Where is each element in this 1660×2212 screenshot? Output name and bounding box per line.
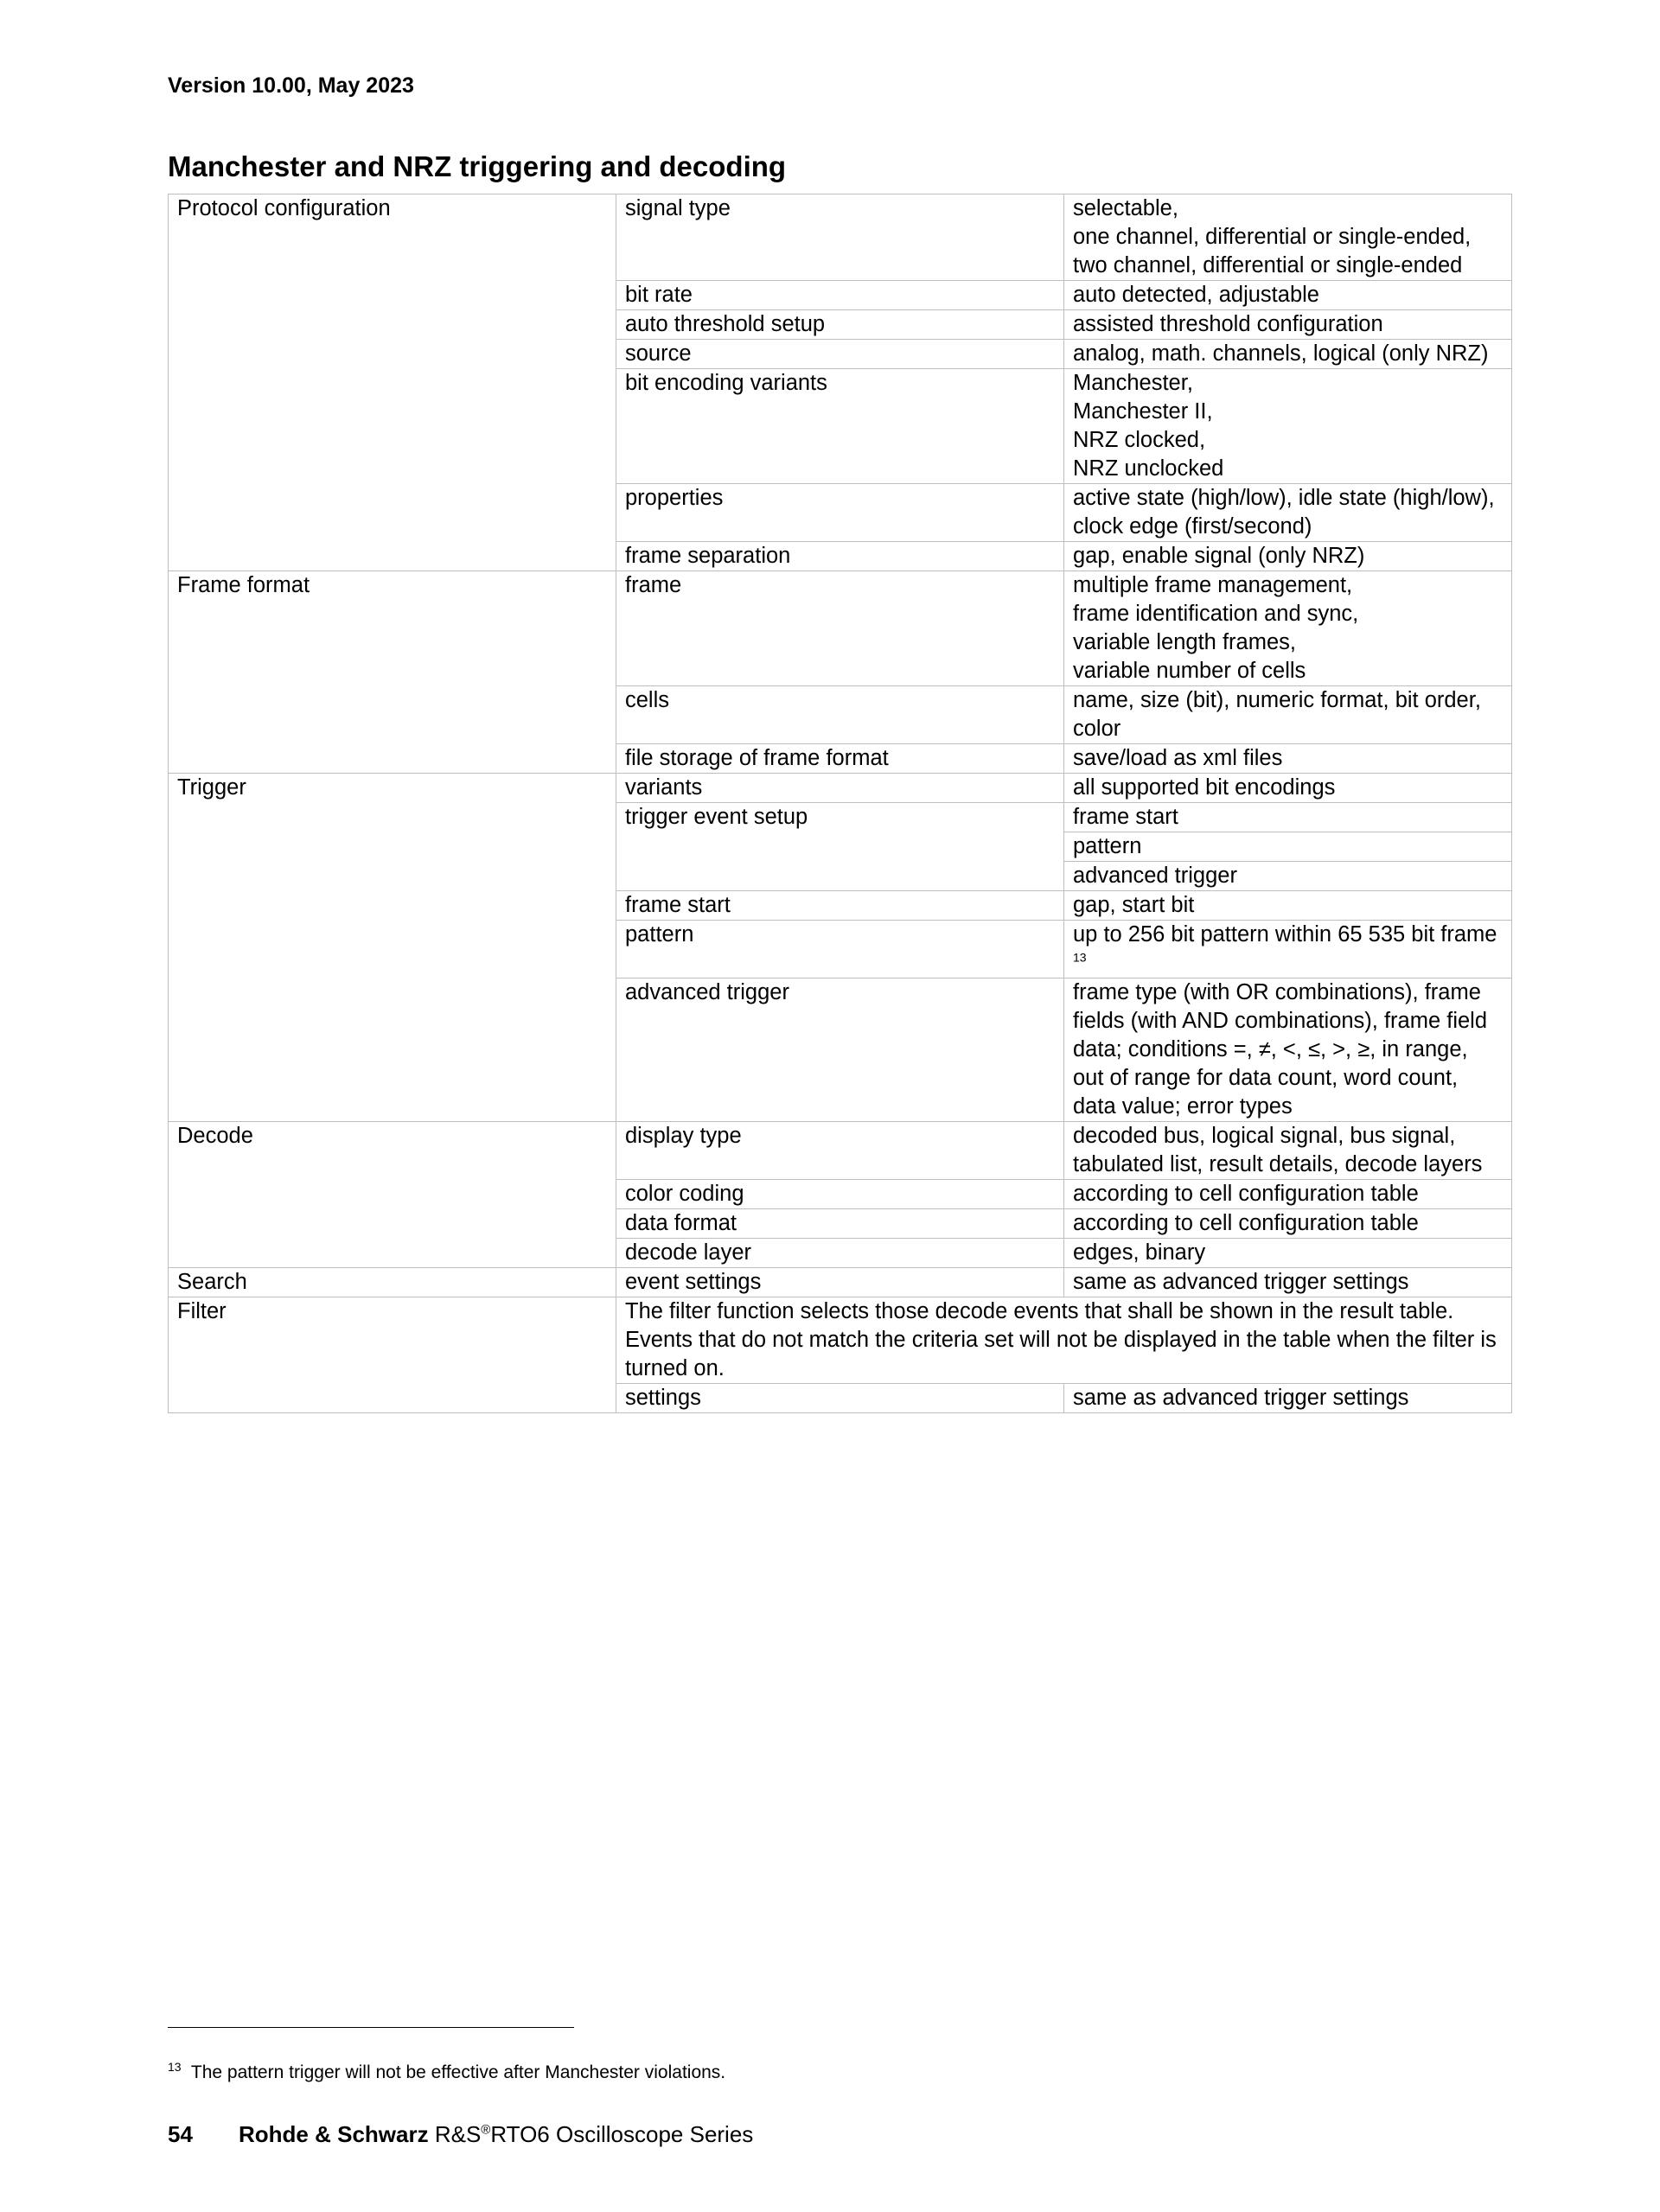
param-cell: decode layer (616, 1239, 1064, 1268)
param-cell: properties (616, 484, 1064, 542)
param-cell: settings (616, 1384, 1064, 1413)
value-line-wrap (1073, 921, 1503, 978)
param-cell: file storage of frame format (616, 744, 1064, 774)
footnote-rule (168, 2027, 574, 2028)
value-cell (1064, 484, 1512, 542)
value-line: according to cell configuration table (1073, 1211, 1419, 1235)
registered-mark: ® (481, 2122, 491, 2138)
value-line: analog, math. channels, logical (only NRZ) (1073, 341, 1489, 366)
group-description: The filter function selects those decode events that shall be shown in the result table. Events that do not match the criteria set will not be displayed in the table when the filter is turned on. (616, 1297, 1512, 1384)
group-label: Frame format (169, 571, 616, 774)
footnote-ref: 13 (1073, 950, 1087, 965)
footnote (168, 2062, 725, 2083)
param-cell: event settings (616, 1268, 1064, 1297)
footer-product: RTO6 Oscilloscope Series (490, 2121, 754, 2147)
value-line: NRZ unclocked (1073, 456, 1224, 481)
value-cell (1064, 1384, 1512, 1413)
param-cell: frame start (616, 891, 1064, 921)
value-cell (1064, 921, 1512, 979)
table-row (169, 1297, 1512, 1384)
param-cell: pattern (616, 921, 1064, 979)
value-line: one channel, differential or single-ended, (1073, 225, 1472, 249)
value-cell (1064, 1268, 1512, 1297)
value-cell (1064, 686, 1512, 744)
value-line: according to cell configuration table (1073, 1182, 1419, 1206)
value-cell (1064, 369, 1512, 484)
param-cell: source (616, 340, 1064, 369)
param-cell: color coding (616, 1180, 1064, 1209)
param-cell: frame (616, 571, 1064, 686)
value-cell (1064, 891, 1512, 921)
param-cell: signal type (616, 194, 1064, 281)
footnote-text: The pattern trigger will not be effective after Manchester violations. (190, 2062, 726, 2082)
group-label: Filter (169, 1297, 616, 1413)
table-row (169, 194, 1512, 281)
value-cell (1064, 340, 1512, 369)
value-cell (1064, 1239, 1512, 1268)
value-cell (1064, 542, 1512, 571)
group-label: Decode (169, 1122, 616, 1268)
param-cell: auto threshold setup (616, 310, 1064, 340)
value-line: active state (high/low), idle state (high/low), clock edge (first/second) (1073, 486, 1495, 539)
table-row (169, 1268, 1512, 1297)
value-line: same as advanced trigger settings (1073, 1270, 1409, 1294)
value-cell (1064, 571, 1512, 686)
value-line: same as advanced trigger settings (1073, 1386, 1409, 1410)
param-cell: cells (616, 686, 1064, 744)
value-line: variable length frames, (1073, 630, 1296, 654)
value-line: all supported bit encodings (1073, 775, 1336, 800)
param-cell: bit encoding variants (616, 369, 1064, 484)
version-header: Version 10.00, May 2023 (168, 73, 414, 98)
value-line: gap, enable signal (only NRZ) (1073, 544, 1365, 568)
value-line: up to 256 bit pattern within 65 535 bit frame (1073, 922, 1497, 947)
value-cell (1064, 310, 1512, 340)
param-cell: bit rate (616, 281, 1064, 310)
value-line: Manchester, (1073, 371, 1193, 395)
value-cell: advanced trigger (1064, 862, 1512, 891)
page-footer (168, 2121, 753, 2148)
param-cell: variants (616, 774, 1064, 803)
value-cell (1064, 1209, 1512, 1239)
value-cell (1064, 744, 1512, 774)
value-line: assisted threshold configuration (1073, 312, 1383, 336)
value-line: Manchester II, (1073, 399, 1213, 424)
value-cell (1064, 194, 1512, 281)
value-cell: pattern (1064, 832, 1512, 862)
value-line: edges, binary (1073, 1240, 1206, 1265)
param-cell: data format (616, 1209, 1064, 1239)
value-cell (1064, 281, 1512, 310)
value-cell (1064, 1122, 1512, 1180)
value-line: frame type (with OR combinations), frame fields (with AND combinations), frame field data; conditions =, ≠, <, ≤, >, ≥, in range, out of range for data count, word count, data value; error types (1073, 980, 1488, 1119)
value-line: decoded bus, logical signal, bus signal, tabulated list, result details, decode layers (1073, 1124, 1483, 1176)
group-label: Protocol configuration (169, 194, 616, 571)
value-line: NRZ clocked, (1073, 428, 1206, 452)
group-label: Trigger (169, 774, 616, 1122)
table-row (169, 1122, 1512, 1180)
value-line: frame identification and sync, (1073, 602, 1359, 626)
table-row (169, 774, 1512, 803)
footer-product-prefix: R&S (434, 2121, 482, 2147)
section-title: Manchester and NRZ triggering and decoding (168, 150, 787, 182)
value-line: selectable, (1073, 196, 1178, 220)
value-cell: frame start (1064, 803, 1512, 832)
group-label: Search (169, 1268, 616, 1297)
value-cell (1064, 979, 1512, 1122)
value-line: save/load as xml files (1073, 746, 1283, 770)
param-cell: frame separation (616, 542, 1064, 571)
value-line: multiple frame management, (1073, 573, 1353, 597)
value-cell (1064, 1180, 1512, 1209)
value-line: gap, start bit (1073, 893, 1195, 917)
param-cell: advanced trigger (616, 979, 1064, 1122)
footer-brand: Rohde & Schwarz (239, 2121, 429, 2147)
value-line: name, size (bit), numeric format, bit order, color (1073, 688, 1481, 741)
param-cell: display type (616, 1122, 1064, 1180)
footnote-number: 13 (168, 2060, 182, 2074)
value-line: two channel, differential or single-ended (1073, 253, 1463, 277)
spec-table (168, 194, 1512, 1413)
value-line: variable number of cells (1073, 659, 1306, 683)
param-cell: trigger event setup (616, 803, 1064, 891)
value-line: auto detected, adjustable (1073, 283, 1319, 307)
table-row (169, 571, 1512, 686)
value-cell (1064, 774, 1512, 803)
page-number: 54 (168, 2121, 193, 2147)
